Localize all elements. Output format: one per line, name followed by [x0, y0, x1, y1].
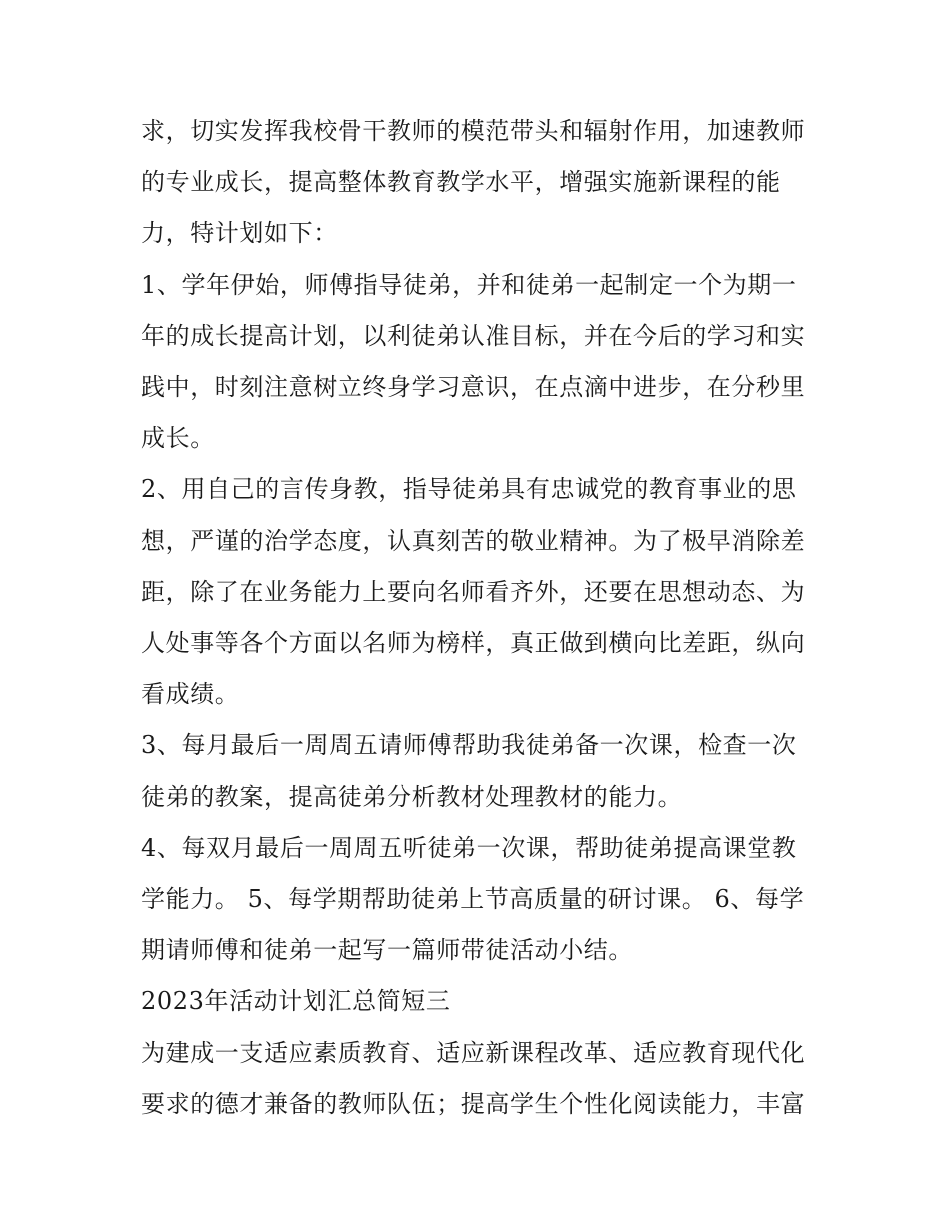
paragraph-item-4-6: 4、每双月最后一周周五听徒弟一次课，帮助徒弟提高课堂教学能力。 5、每学期帮助徒弟上节高质量的研讨课。 6、每学期请师傅和徒弟一起写一篇师带徒活动小结。 [141, 833, 805, 965]
document-body [141, 106, 813, 1130]
paragraph-item-2: 2、用自己的言传身教，指导徒弟具有忠诚党的教育事业的思想，严谨的治学态度，认真刻苦的敬业精神。为了极早消除差距，除了在业务能力上要向名师看齐外，还要在思想动态、为人处事等各个方面以名师为榜样，真正做到横向比差距，纵向看成绩。 [141, 475, 806, 709]
paragraph-item-1: 1、学年伊始，师傅指导徒弟，并和徒弟一起制定一个为期一年的成长提高计划，以利徒弟认准目标，并在今后的学习和实践中，时刻注意树立终身学习意识，在点滴中进步，在分秒里成长。 [141, 270, 806, 453]
section-heading: 2023年活动计划汇总简短三 [141, 987, 451, 1016]
paragraph-intro-continued: 求，切实发挥我校骨干教师的模范带头和辐射作用，加速教师的专业成长，提高整体教育教学水平，增强实施新课程的能力，特计划如下： [141, 117, 806, 248]
paragraph-final: 为建成一支适应素质教育、适应新课程改革、适应教育现代化要求的德才兼备的教师队伍；提高学生个性化阅读能力，丰富 [141, 1038, 806, 1118]
paragraph-item-3: 3、每月最后一周周五请师傅帮助我徒弟备一次课，检查一次徒弟的教案，提高徒弟分析教材处理教材的能力。 [141, 731, 797, 811]
